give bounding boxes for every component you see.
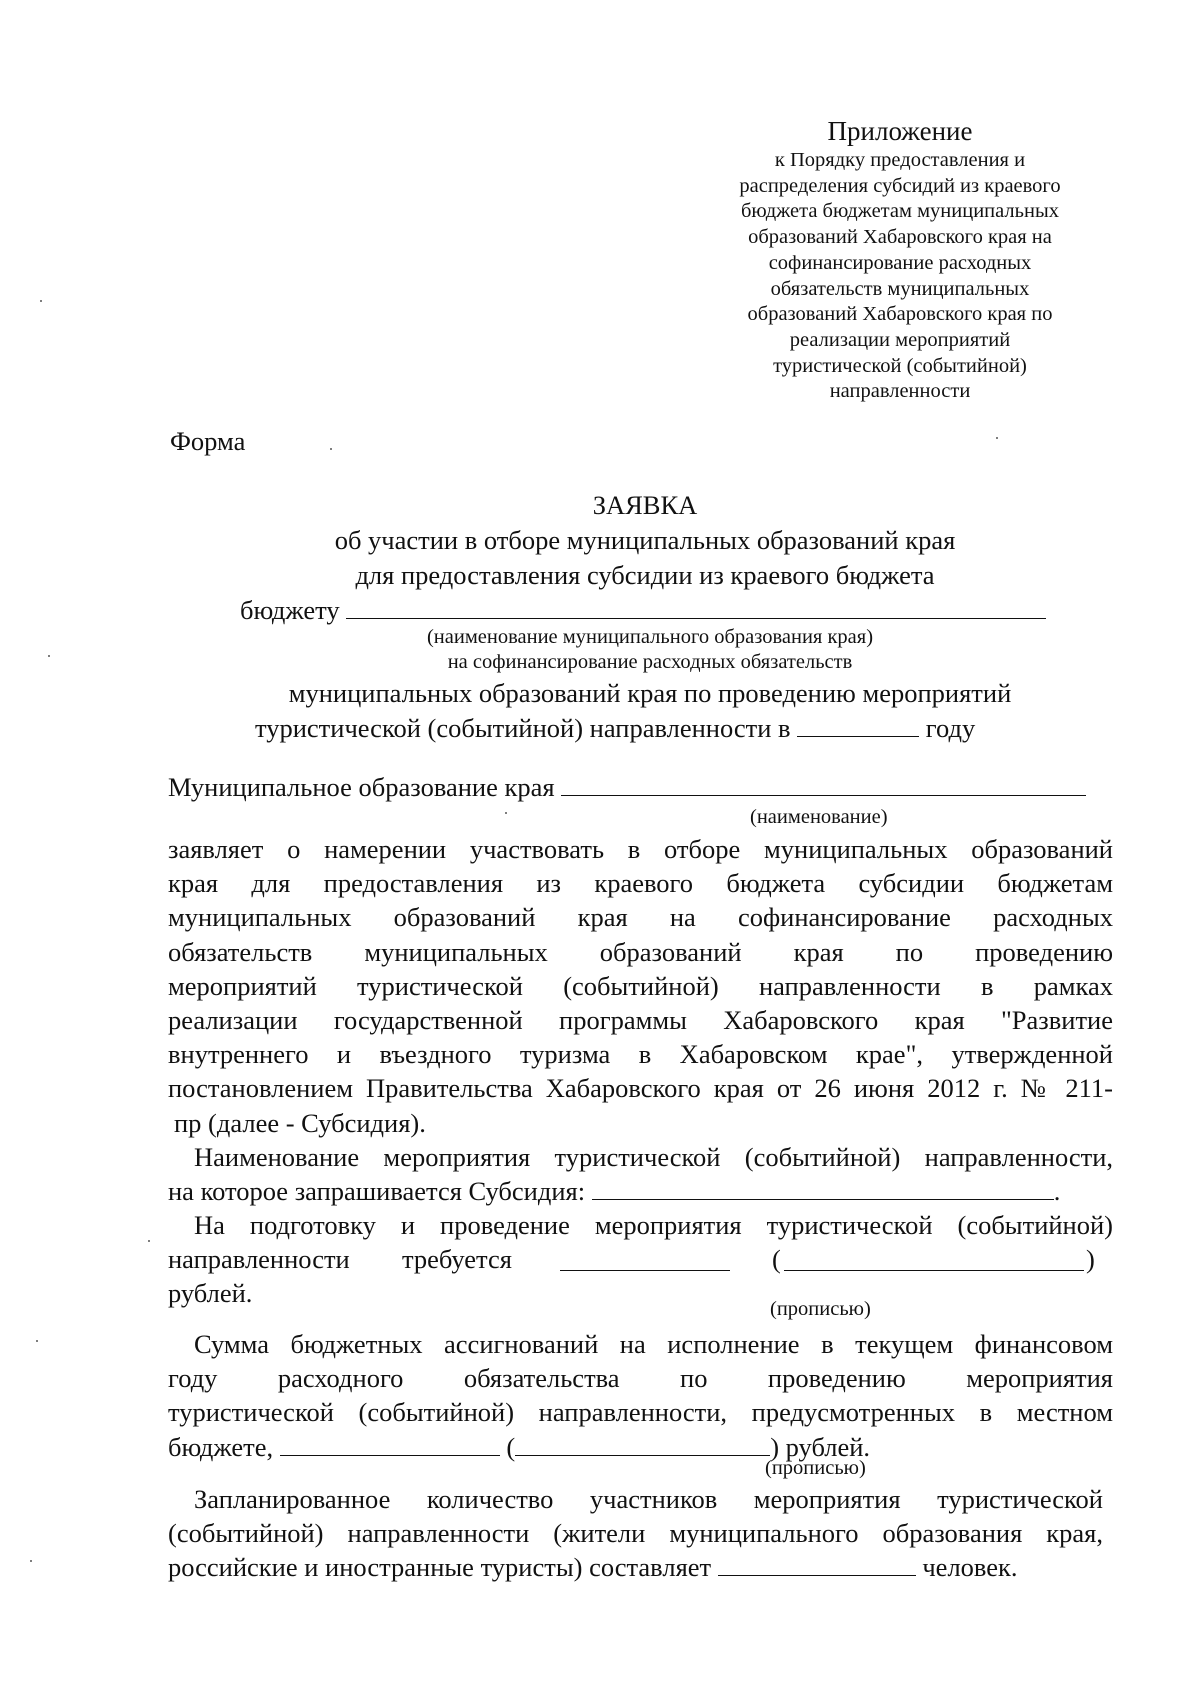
paren-open: ( <box>506 1431 516 1462</box>
heading-line-4: муниципальных образований края по проведению мероприятий <box>288 678 1012 708</box>
appendix-line: реализации мероприятий <box>789 328 1011 351</box>
participants-label: российские и иностранные туристы) составляет <box>168 1552 712 1583</box>
persons-label: человек. <box>922 1552 1018 1583</box>
paragraph-line: обязательств муниципальных образований края по проведению <box>168 936 1113 967</box>
paragraph-line: рублей. <box>168 1278 253 1309</box>
municipality-blank[interactable] <box>561 794 1086 796</box>
heading-line-3 <box>240 595 1046 626</box>
budget-words-caption: (прописью) <box>765 1457 866 1479</box>
paragraph-line: внутреннего и въездного туризма в Хабаровском крае", утвержденной <box>168 1039 1113 1070</box>
paren-open: ( <box>772 1244 781 1275</box>
year-blank[interactable] <box>797 735 919 737</box>
appendix-title: Приложение <box>827 116 973 146</box>
event-name-blank[interactable] <box>592 1198 1054 1200</box>
appendix-line: бюджета бюджетам муниципальных <box>740 200 1060 223</box>
municipality-caption: (наименование муниципального образования края) <box>426 626 874 648</box>
appendix-line: распределения субсидий из краевого <box>739 174 1061 197</box>
heading-line-1: об участии в отборе муниципальных образований края <box>334 525 956 555</box>
appendix-line: софинансирование расходных <box>768 251 1032 274</box>
scan-speck <box>330 448 332 450</box>
appendix-line: образований Хабаровского края на <box>748 226 1052 249</box>
amount-words-caption: (прописью) <box>770 1298 871 1320</box>
scan-speck <box>48 655 50 657</box>
paragraph-line <box>168 1550 1103 1584</box>
paragraph-line: постановлением Правительства Хабаровского края от 26 июня 2012 г. № 211- <box>168 1073 1113 1104</box>
amount-words-blank[interactable] <box>784 1269 1084 1271</box>
paragraph-line <box>168 1174 1113 1208</box>
appendix-line: обязательств муниципальных <box>770 277 1030 300</box>
municipality-name-caption: (наименование) <box>750 806 888 828</box>
heading-line-2: для предоставления субсидии из краевого бюджета <box>355 560 935 590</box>
form-label: Форма <box>170 426 246 456</box>
paragraph-line: туристической (событийной) направленности, предусмотренных в местном <box>168 1397 1113 1428</box>
paragraph-5 <box>168 1482 1103 1585</box>
appendix-line: туристической (событийной) <box>773 354 1027 377</box>
budget-amount-words-blank[interactable] <box>515 1454 770 1456</box>
direction-label: направленности <box>168 1244 350 1275</box>
paragraph-line <box>168 1430 1113 1464</box>
paragraph-line: Запланированное количество участников мероприятия туристической <box>194 1484 1103 1514</box>
scan-speck <box>40 300 42 302</box>
line-period: . <box>1053 1176 1061 1207</box>
rubles-label: ) рублей. <box>770 1431 871 1462</box>
paragraph-line: реализации государственной программы Хабаровского края "Развитие <box>168 1005 1113 1036</box>
paragraph-line: Сумма бюджетных ассигнований на исполнение в текущем финансовом <box>194 1329 1113 1359</box>
paragraph-line: году расходного обязательства по проведению мероприятия <box>168 1363 1113 1394</box>
municipality-line <box>168 772 1086 803</box>
paragraph-line: муниципальных образований края на софинансирование расходных <box>168 902 1113 933</box>
paragraph-4 <box>168 1327 1113 1464</box>
required-label: требуется <box>402 1244 512 1275</box>
budget-amount-blank[interactable] <box>280 1454 500 1456</box>
paragraph-line: (событийной) направленности (жители муниципального образования края, <box>168 1518 1103 1549</box>
participants-count-blank[interactable] <box>718 1574 916 1576</box>
paragraph-line: пр (далее - Субсидия). <box>174 1107 426 1138</box>
amount-blank[interactable] <box>560 1269 730 1271</box>
paren-close: ) <box>1086 1244 1095 1275</box>
paragraph-2 <box>168 1140 1113 1208</box>
heading-caption-2: на софинансирование расходных обязательств <box>447 651 853 673</box>
scan-speck <box>505 812 507 814</box>
paragraph-line: На подготовку и проведение мероприятия туристической (событийной) <box>194 1210 1113 1240</box>
municipality-name-blank[interactable] <box>346 617 1046 619</box>
paragraph-line: края для предоставления из краевого бюджета субсидии бюджетам <box>168 868 1113 899</box>
appendix-line: к Порядку предоставления и <box>774 149 1026 171</box>
appendix-line: образований Хабаровского края по <box>747 303 1053 326</box>
budget-label: бюджету <box>240 595 340 625</box>
heading-line-5-text: туристической (событийной) направленности в <box>255 713 791 743</box>
scan-speck <box>148 1240 150 1242</box>
paragraph-line <box>168 1242 1113 1276</box>
event-name-label: на которое запрашивается Субсидия: <box>168 1176 586 1207</box>
scan-speck <box>36 1340 38 1342</box>
paragraph-line: мероприятий туристической (событийной) направленности в рамках <box>168 970 1113 1001</box>
local-budget-label: бюджете, <box>168 1431 274 1462</box>
appendix-block <box>700 114 1100 405</box>
application-title: ЗАЯВКА <box>592 490 698 520</box>
paragraph-1 <box>168 832 1113 1140</box>
scan-speck <box>30 1560 32 1562</box>
year-label: году <box>925 713 976 743</box>
appendix-line: направленности <box>829 380 971 403</box>
heading-line-5 <box>255 713 975 744</box>
scan-speck <box>996 437 998 439</box>
municipality-label: Муниципальное образование края <box>168 772 555 802</box>
paragraph-line: Наименование мероприятия туристической (событийной) направленности, <box>194 1142 1113 1172</box>
paragraph-line: заявляет о намерении участвовать в отборе муниципальных образований <box>168 834 1113 864</box>
paragraph-3 <box>168 1208 1113 1310</box>
